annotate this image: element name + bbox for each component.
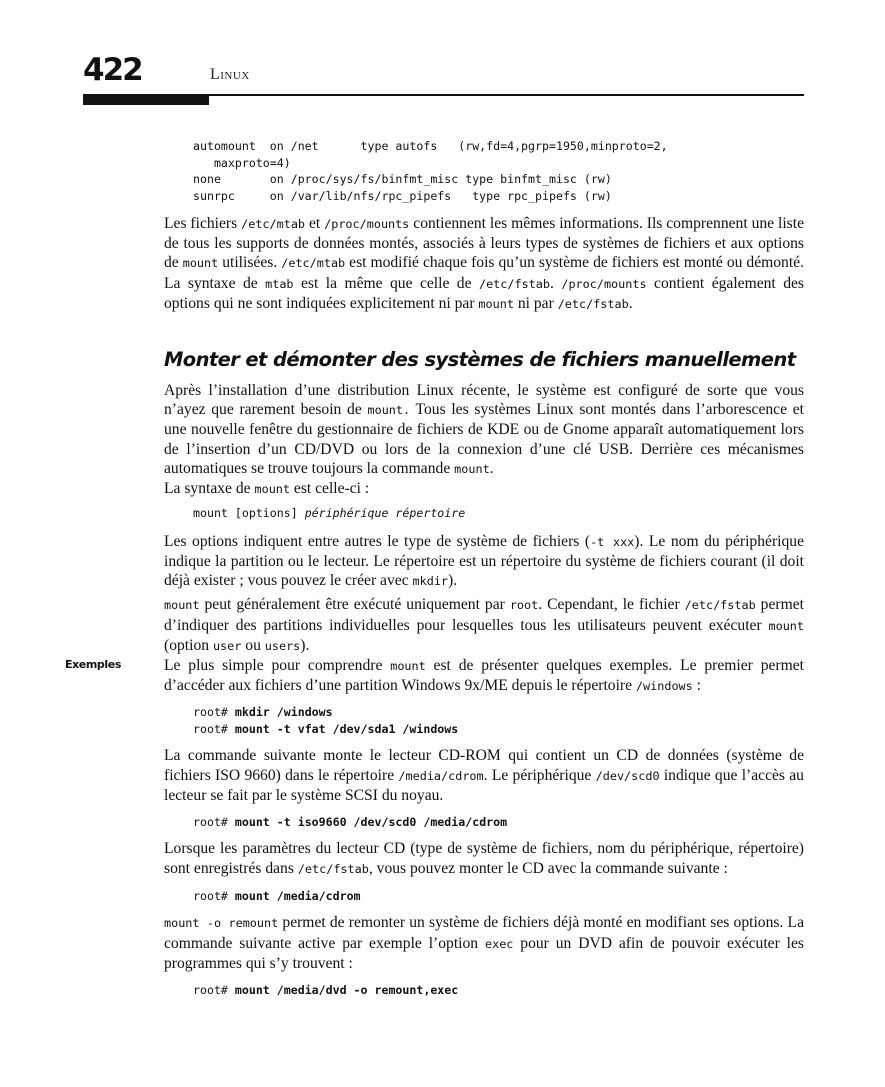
paragraph-remount: mount -o remount permet de remonter un système de fichiers déjà monté en modifiant ses options. La commande suivante active par exemple l’option exec pour un DVD afin de pouvoir exécuter les programmes qui s’y trouvent : [164,914,805,972]
paragraph-mtab: Les fichiers /etc/mtab et /proc/mounts contiennent les mêmes informations. Ils comprennent une liste de tous les supports de données montés, associés à leurs types de systèmes de fichiers et aux options de mount utilisées. /etc/mtab est modifié chaque fois qu’un système de fichiers est monté ou démonté. La syntaxe de mtab est la même que celle de /etc/fstab. /proc/mounts contient également des options qui ne sont indiquées explicitement ni par mount ni par /etc/fstab. [164,215,805,312]
code-block-syntax: mount [options] périphérique répertoire [193,506,466,521]
header-rule-accent [83,94,209,105]
code-line: maxproto=4) [193,155,291,170]
paragraph-fstab: Lorsque les paramètres du lecteur CD (type de système de fichiers, nom du périphérique, répertoire) sont enregistrés dans /etc/fstab, vous pouvez monter le CD avec la commande suivante : [164,840,804,877]
margin-label-examples: Exemples [65,657,121,671]
paragraph-cdrom: La commande suivante monte le lecteur CD-ROM qui contient un CD de données (système de fichiers ISO 9660) dans le répertoire /media/cdrom. Le périphérique /dev/scd0 indique que l’accès au lecteur se fait par le système SCSI du noyau. [164,747,804,804]
code-block-mount-output [193,138,804,204]
page-content [65,138,805,998]
code-line: none on /proc/sys/fs/binfmt_misc type binfmt_misc (rw) [193,172,612,186]
code-line: sunrpc on /var/lib/nfs/rpc_pipefs type rpc_pipefs (rw) [193,188,612,203]
page-number: 422 [83,52,142,88]
code-block-cdrom: root# mount -t iso9660 /dev/scd0 /media/cdrom [193,814,508,829]
page-header [83,50,804,106]
code-block-cdrom-short: root# mount /media/cdrom [193,888,361,903]
paragraph-options: Les options indiquent entre autres le type de système de fichiers (-t xxx). Le nom du périphérique indique la partition ou le lecteur. Le répertoire est un répertoire du système de fichiers courant (il doit déjà exister ; vous pouvez le créer avec mkdir). [164,532,804,590]
paragraph-syntax: La syntaxe de mount est celle-ci : [164,480,370,498]
code-block-remount: root# mount /media/dvd -o remount,exec [193,982,459,997]
code-block-windows: root# mkdir /windows root# mount -t vfat /dev/sda1 /windows [193,705,459,736]
examples-section [65,656,804,696]
section-heading: Monter et démonter des systèmes de fichiers manuellement [164,348,796,372]
running-title: Linux [210,66,250,83]
paragraph-examples: Le plus simple pour comprendre mount est de présenter quelques exemples. Le premier permet d’accéder aux fichiers d’une partition Windows 9x/ME depuis le répertoire /windows : [164,656,804,695]
code-line: automount on /net type autofs (rw,fd=4,pgrp=1950,minproto=2, [193,139,668,153]
paragraph-intro: Après l’installation d’une distribution Linux récente, le système est configuré de sorte que vous n’ayez que rarement besoin de mount. Tous les systèmes Linux sont montés dans l’arborescence et une nouvelle fenêtre du gestionnaire de fichiers de KDE ou de Gnome apparaît automatiquement lors de l’insertion d’un CD/DVD ou lors de la connexion d’une clé USB. Derrière ces mécanismes automatiques se trouve toujours la commande mount. [164,382,804,477]
paragraph-root: mount peut généralement être exécuté uniquement par root. Cependant, le fichier /etc/fstab permet d’indiquer des partitions individuelles pour lesquelles tous les utilisateurs peuvent exécuter mount (option user ou users). [164,596,804,654]
